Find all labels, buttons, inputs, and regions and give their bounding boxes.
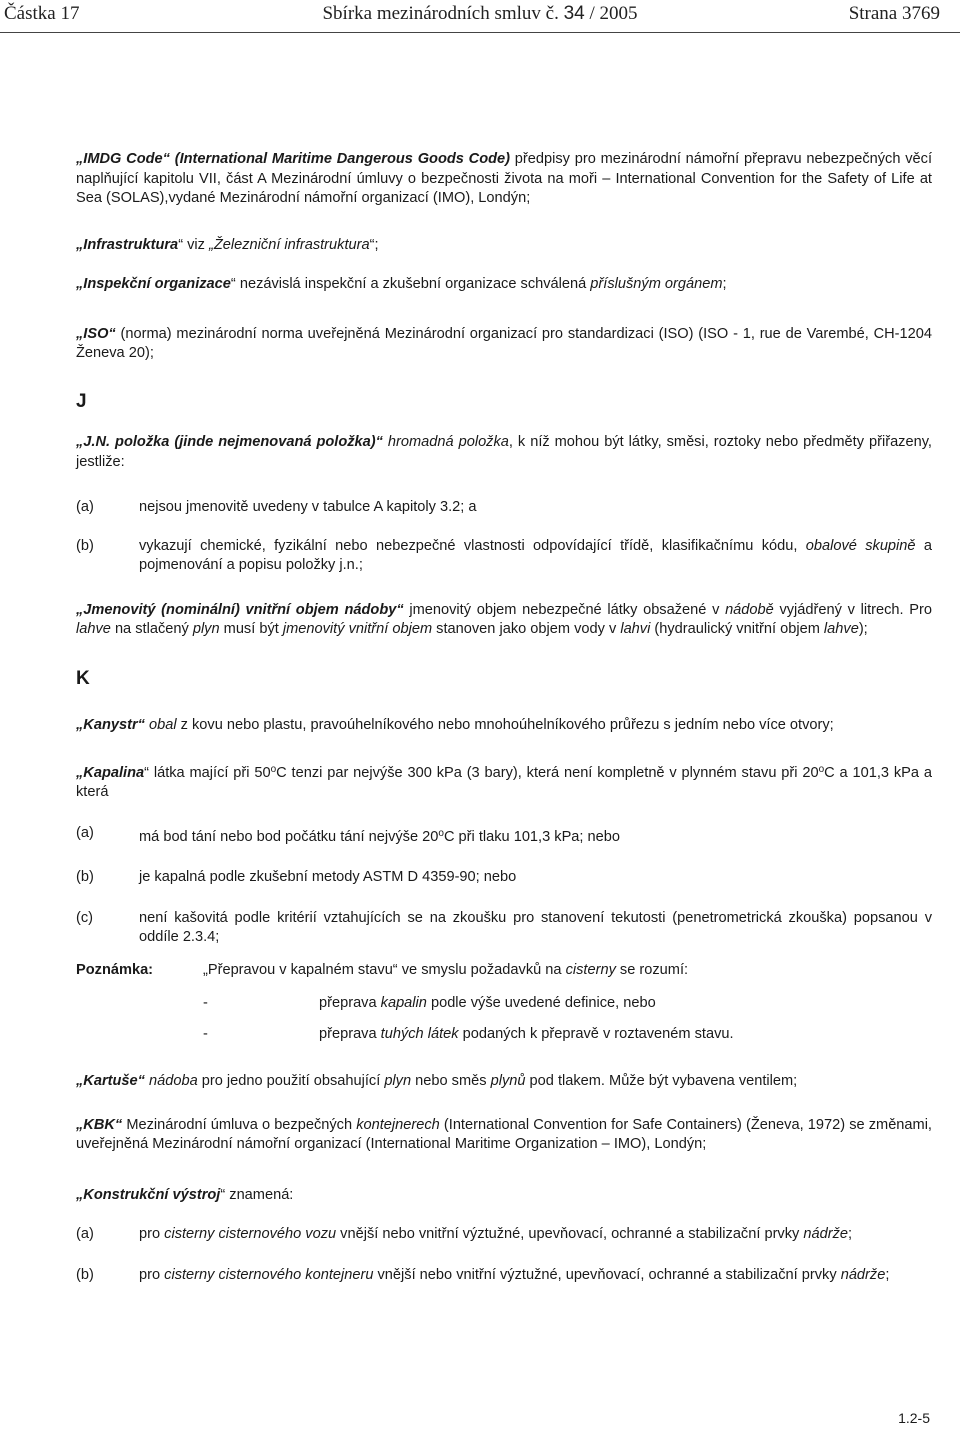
note-text: „Přepravou v kapalném stavu“ ve smyslu požadavků na [203,961,566,978]
reference: tuhých látek [380,1025,459,1042]
page-footer: 1.2-5 [898,1410,930,1426]
reference: lahve [76,621,111,637]
issue-number: Částka 17 [4,3,80,24]
degree-sign: o [270,763,277,775]
list-item [76,498,932,518]
reference: hromadná položka [382,434,509,450]
item-text: pro [139,1266,165,1283]
reference: lahve [823,621,859,637]
text: Mezinárodní úmluva o bezpečných [122,1116,357,1133]
text: “ viz [178,236,209,253]
text: C a 101,3 kPa a která [76,764,932,800]
text: “ znamená: [220,1186,294,1203]
degree-sign: o [438,827,444,839]
reference: nádoba [144,1073,198,1089]
reference: plyn [384,1073,412,1089]
entry-kartuse [76,1072,932,1092]
note-label: Poznámka: [76,961,154,978]
text: C tenzi par nejvýše 300 kPa (3 bary), která není kompletně v plynném stavu při 20 [276,764,819,781]
entry-konstrukcni-vystroj [76,1186,932,1206]
reference: nádrže [840,1266,886,1283]
reference: nádobě [725,601,774,618]
entry-inspekcni-organizace [76,275,932,295]
text: musí být [219,621,283,637]
page-header [0,0,960,33]
reference: jmenovitý vnitřní objem [282,621,433,637]
item-text: a pojmenování a popisu položky j.n.; [139,537,932,573]
item-label: (b) [76,537,94,554]
dash-text: podle výše uvedené definice, nebo [426,995,656,1011]
list-item [76,537,932,576]
item-text: je kapalná podle zkušební metody ASTM D 4359-90; nebo [139,869,517,885]
term-jmenovity-objem: „Jmenovitý (nominální) vnitřní objem nádoby“ [76,601,404,618]
term-konstrukcni-vystroj: „Konstrukční výstroj [76,1186,221,1203]
text: (International Convention for Safe Containers) (Ženeva, 1972) se změnami, uveřejněná Mezinárodní námořní organizací (International Maritime Organization – IMO), Londýn; [76,1116,932,1152]
item-label: (a) [76,824,94,841]
term-inspekcni-organizace: „Inspekční organizace [76,276,231,292]
dash-text: podaných k přepravě v roztaveném stavu. [458,1025,734,1042]
section-letter-j: J [76,390,87,412]
document-body [76,150,932,1285]
reference: lahvi [620,621,651,637]
text: z kovu nebo plastu, pravoúhelníkového nebo mnohoúhelníkového průřezu s jedním nebo více otvory; [176,717,834,733]
item-text: vnější nebo vnitřní výztužné, upevňovací, ochranné a stabilizační prvky [373,1266,841,1283]
term-jn-polozka: „J.N. položka (jinde nejmenovaná položka)“ [76,434,383,450]
reference: plynů [490,1073,526,1089]
text: jmenovitý objem nebezpečné látky obsažené v [403,601,726,618]
item-label: (c) [76,909,94,926]
page-number: Strana 3769 [848,3,940,24]
reference: obalové skupině [805,537,916,554]
text: ); [858,621,868,637]
text: nebo směs [411,1073,491,1089]
text: “ nezávislá inspekční a zkušební organizace schválená [230,276,591,292]
reference: cisterny cisternového vozu [164,1226,337,1242]
text: ; [722,276,727,292]
entry-jmenovity-objem [76,601,932,640]
text: stanoven jako objem vody v [432,621,621,637]
item-text: pro [139,1226,165,1242]
reference: „Železniční infrastruktura [209,236,370,253]
reference: cisterny [565,961,616,978]
item-text: má bod tání nebo bod počátku tání nejvýše 20 [139,828,439,845]
item-text: ; [885,1266,890,1283]
note-text: se rozumí: [615,961,689,978]
entry-jn-polozka [76,433,932,472]
term-infrastruktura: „Infrastruktura [76,236,179,253]
term-kanystr: „Kanystr“ [76,717,145,733]
collection-number: 34 [563,3,585,24]
list-item [76,868,932,888]
definition-imdg: předpisy pro mezinárodní námořní přepravu nebezpečných věcí naplňující kapitolu VII, část A Mezinárodní úmluvy o bezpečnosti života na moři – International Convention for the Safety of Life at Sea (SOLAS),vydané Mezinárodní námořní organizací (IMO), Londýn; [76,151,932,206]
text: , k níž mohou být látky, směsi, roztoky nebo předměty přiřazeny, jestliže: [76,434,932,470]
item-label: (a) [76,1226,94,1242]
dash-item [76,994,932,1014]
item-text: nejsou jmenovitě uvedeny v tabulce A kapitoly 3.2; a [139,499,477,515]
entry-infrastruktura [76,236,932,256]
reference: kapalin [380,995,427,1011]
term-iso: „ISO“ [76,325,116,342]
text: “ látka mající při 50 [144,764,271,781]
reference: kontejnerech [356,1116,440,1133]
collection-name: Sbírka mezinárodních smluv č. [322,3,564,24]
entry-kanystr [76,716,932,736]
item-label: (a) [76,499,94,515]
term-imdg: „IMDG Code“ (International Maritime Dangerous Goods Code) [76,151,511,167]
dash-text: přeprava [319,1025,381,1042]
term-kbk: „KBK“ [76,1116,123,1133]
entry-kbk [76,1116,932,1155]
reference: cisterny cisternového kontejneru [164,1266,374,1283]
item-label: (b) [76,1266,94,1283]
term-kapalina: „Kapalina [76,764,145,781]
text: na stlačený [110,621,193,637]
entry-imdg [76,150,932,209]
reference: plyn [192,621,220,637]
list-item [76,909,932,948]
collection-title [0,3,960,25]
list-item [76,1225,932,1245]
term-kartuse: „Kartuše“ [76,1073,145,1089]
note [76,961,932,981]
entry-kapalina [76,760,932,803]
dash-marker: - [203,1025,208,1042]
item-text: vykazují chemické, fyzikální nebo nebezpečné vlastnosti odpovídající třídě, klasifikačnímu kódu, [139,537,806,554]
text: “; [369,236,379,253]
text: vyjádřený v litrech. Pro [773,601,933,618]
reference: příslušným orgánem [590,276,723,292]
item-text: C při tlaku 101,3 kPa; nebo [443,828,620,845]
entry-iso [76,325,932,364]
degree-sign: o [818,763,825,775]
text: pro jedno použití obsahující [197,1073,385,1089]
dash-item [76,1025,932,1045]
dash-marker: - [203,995,208,1011]
definition-iso: (norma) mezinárodní norma uveřejněná Mezinárodní organizací pro standardizaci (ISO) (ISO - 1, rue de Varembé, CH-1204 Ženeva 20); [76,325,932,361]
text: (hydraulický vnitřní objem [650,621,824,637]
text: pod tlakem. Může být vybavena ventilem; [525,1073,798,1089]
item-text: vnější nebo vnitřní výztužné, upevňovací, ochranné a stabilizační prvky [336,1226,804,1242]
reference: nádrže [803,1226,848,1242]
dash-text: přeprava [319,995,381,1011]
collection-year: / 2005 [584,3,638,24]
list-item [76,1266,932,1286]
item-text: není kašovitá podle kritérií vztahujících se na zkoušku pro stanovení tekutosti (penetrometrická zkouška) popsanou v oddíle 2.3.4; [139,909,932,945]
item-text: ; [848,1226,853,1242]
section-letter-k: K [76,667,90,689]
list-item [76,824,932,848]
reference: obal [144,717,177,733]
item-label: (b) [76,869,94,885]
